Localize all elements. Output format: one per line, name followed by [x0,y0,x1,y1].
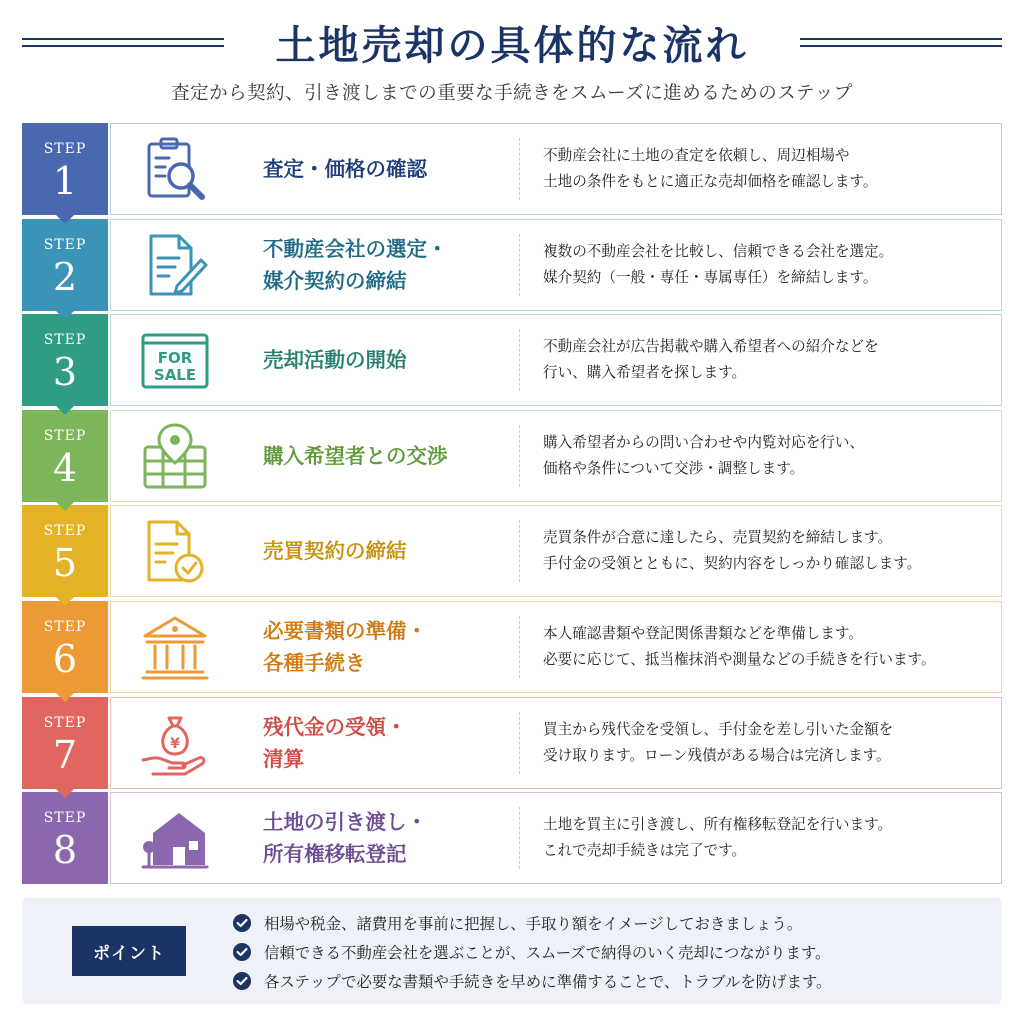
step-row [22,601,1002,693]
step-card [110,314,1002,406]
svg-text:SALE: SALE [153,366,197,385]
step-number: 1 [52,159,78,203]
step-label: STEP [43,618,87,635]
step-number: 8 [52,828,78,873]
step-arrow [56,215,74,224]
bank-building-icon [139,612,211,684]
step-description: 複数の不動産会社を比較し、信頼できる会社を選定。 媒介契約（一般・専任・専属専任）を締結します。 [543,242,894,286]
step-card [110,601,1002,693]
step-badge [22,601,108,693]
step-title: 査定・価格の確認 [263,157,427,181]
step-arrow [56,693,74,702]
step-label: STEP [43,523,87,540]
step-badge [22,314,108,406]
step-number: 4 [52,445,78,490]
step-badge [22,219,108,311]
svg-text:FOR: FOR [157,349,193,368]
point-item-text: 信頼できる不動産会社を選ぶことが、スムーズで納得のいく売却につながります。 [264,943,831,962]
step-description: 購入希望者からの問い合わせや内覧対応を行い、 価格や条件について交渉・調整します。 [543,433,865,477]
point-label: ポイント [72,926,186,976]
point-item-text: 各ステップで必要な書類や手続きを早めに準備することで、トラブルを防げます。 [264,972,832,991]
step-title: 土地の引き渡し・ 所有権移転登記 [263,810,427,867]
step-badge [22,505,108,597]
step-description: 売買条件が合意に達したら、売買契約を締結します。 手付金の受領とともに、契約内容をしっかり確認します。 [543,529,922,573]
point-item [232,966,831,995]
step-description: 不動産会社が広告掲載や購入希望者への紹介などを 行い、購入希望者を探します。 [543,338,879,382]
step-divider [519,329,520,391]
step-description: 不動産会社に土地の査定を依頼し、周辺相場や 土地の条件をもとに適正な売却価格を確認します。 [543,147,878,190]
title-decoration-right [800,38,1002,47]
step-label: STEP [43,714,87,731]
step-badge [22,697,108,789]
step-divider [519,616,520,678]
steps-list [22,123,1002,888]
step-title: 必要書類の準備・ 各種手続き [263,618,427,675]
page-subtitle: 査定から契約、引き渡しまでの重要な手続きをスムーズに進めるためのステップ [171,83,853,104]
step-card [110,410,1002,502]
check-circle-icon [232,971,252,991]
step-title: 売買契約の締結 [263,539,407,564]
step-divider [519,520,520,582]
step-row [22,314,1002,406]
step-number: 2 [52,254,78,299]
document-pen-icon [139,230,211,302]
step-label: STEP [43,427,87,444]
step-divider [519,138,520,200]
step-divider [519,712,520,774]
step-arrow [56,406,74,415]
step-title: 購入希望者との交渉 [263,443,448,468]
step-label: STEP [43,810,87,827]
step-row [22,123,1002,215]
svg-text:¥: ¥ [170,735,180,752]
check-circle-icon [232,913,252,933]
step-badge [22,123,108,215]
step-title: 売却活動の開始 [263,348,407,373]
step-description: 買主から残代金を受領し、手付金を差し引いた金額を 受け取ります。ローン残債がある場合は完済します。 [543,720,894,764]
step-label: STEP [43,141,87,157]
for-sale-sign-icon [139,325,211,397]
step-label: STEP [43,236,87,253]
map-pin-icon [139,421,211,493]
step-badge [22,792,108,884]
step-number: 6 [52,636,78,681]
step-divider [519,234,520,296]
step-number: 3 [52,350,78,395]
point-box [22,898,1002,1004]
step-row [22,219,1002,311]
page-title: 土地売却の具体的な流れ [275,22,749,69]
step-card [110,219,1002,311]
point-item [232,908,831,937]
step-row [22,792,1002,884]
step-card [110,123,1002,215]
step-divider [519,425,520,487]
step-row [22,697,1002,789]
step-arrow [56,502,74,511]
step-title: 残代金の受領・ 清算 [263,714,407,771]
step-card [110,697,1002,789]
step-divider [519,807,520,869]
clipboard-search-icon [139,134,211,206]
money-bag-hand-icon [139,708,211,780]
step-arrow [56,311,74,320]
step-number: 5 [52,541,78,586]
step-row [22,505,1002,597]
step-description: 本人確認書類や登記関係書類などを準備します。 必要に応じて、抵当権抹消や測量などの手続きを行います。 [543,624,936,668]
point-list [232,908,831,995]
contract-check-icon [139,516,211,588]
point-item-text: 相場や税金、諸費用を事前に把握し、手取り額をイメージしておきましょう。 [264,914,803,933]
step-title: 不動産会社の選定・ 媒介契約の締結 [263,236,448,293]
check-circle-icon [232,942,252,962]
house-icon [139,803,211,875]
step-number: 7 [52,732,78,777]
point-item [232,937,831,966]
step-badge [22,410,108,502]
step-row [22,410,1002,502]
step-card [110,792,1002,884]
step-label: STEP [43,332,87,349]
header [0,0,1024,118]
step-description: 土地を買主に引き渡し、所有権移転登記を行います。 これで売却手続きは完了です。 [543,816,893,860]
step-arrow [56,597,74,606]
step-arrow [56,789,74,798]
step-card [110,505,1002,597]
